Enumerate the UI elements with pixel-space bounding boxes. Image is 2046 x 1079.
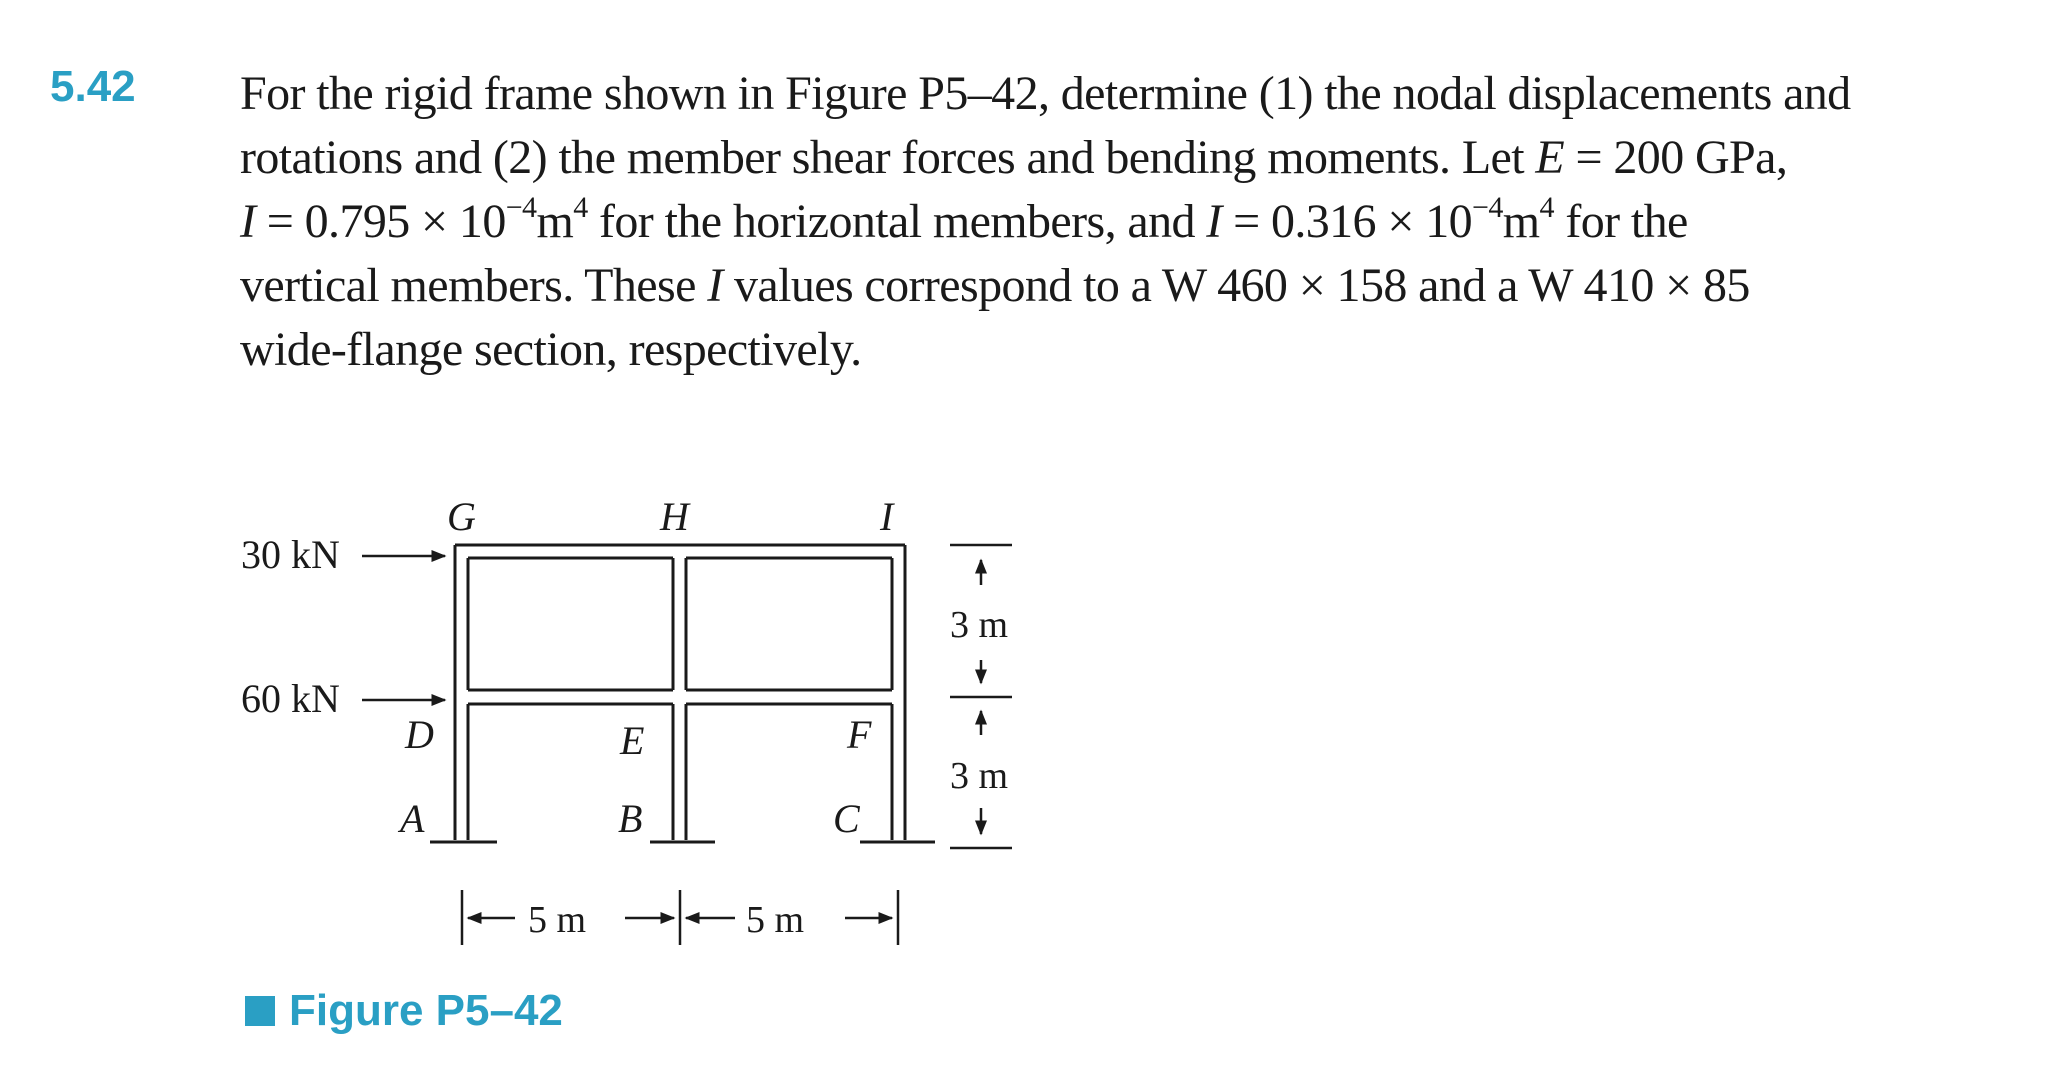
node-b-label: B <box>618 796 643 841</box>
load-30kn-label: 30 kN <box>241 532 340 577</box>
node-e-label: E <box>620 718 645 763</box>
problem-line-5: wide-flange section, respectively. <box>240 323 862 376</box>
caption-square-icon <box>245 996 275 1026</box>
load-60kn-label: 60 kN <box>241 676 340 721</box>
dim-right-span-label: 5 m <box>746 899 805 941</box>
load-labels <box>241 532 340 721</box>
vertical-dimensions <box>950 545 1012 848</box>
node-h-label: H <box>660 494 689 539</box>
caption-label: Figure P5–42 <box>289 986 563 1035</box>
problem-line-3: $I = 0.795 \times 10^{-4}m^4$ for the horizontal members, and $I = 0.316 \times 10^{-4}m^4$ for the <box>240 191 1688 248</box>
dim-upper-height-label: 3 m <box>950 604 1009 646</box>
node-d-label: D <box>405 712 434 757</box>
dimension-labels <box>528 604 1008 941</box>
node-c-label: C <box>833 796 860 841</box>
node-f-label: F <box>847 712 872 757</box>
load-arrows <box>362 556 445 700</box>
problem-line-2: rotations and (2) the member shear forces and bending moments. Let E = 200 GPa, <box>240 131 1788 184</box>
node-g-label: G <box>447 494 476 539</box>
node-a-label: A <box>400 796 425 841</box>
dim-lower-height-label: 3 m <box>950 755 1009 797</box>
node-i-label: I <box>880 494 894 539</box>
problem-line-4: vertical members. These I values correspond to a W 460 × 158 and a W 410 × 85 <box>240 259 1750 312</box>
figure-caption <box>245 986 563 1036</box>
problem-number: 5.42 <box>50 62 136 111</box>
problem-line-1: For the rigid frame shown in Figure P5–42, determine (1) the nodal displacements and <box>240 67 1851 120</box>
dim-left-span-label: 5 m <box>528 899 587 941</box>
